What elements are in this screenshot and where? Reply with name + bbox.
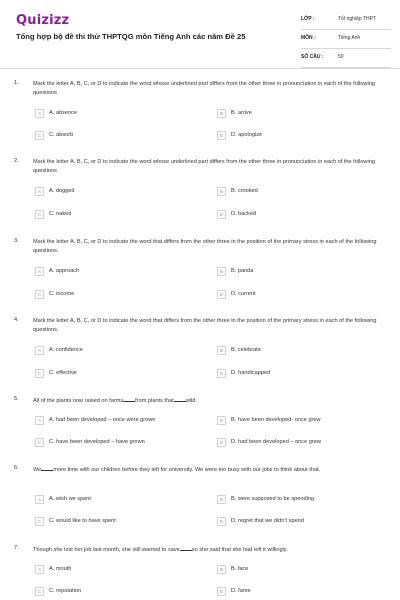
meta-row-class: [301, 14, 391, 30]
option-text: B. arrive: [231, 110, 252, 116]
option-text: A. dogged: [49, 188, 75, 194]
meta-row-question-count: [301, 52, 391, 68]
option-key-box: A: [35, 109, 44, 118]
option-key-box: A: [35, 187, 44, 196]
question-text-part: Though she lost her job last month, she still wanted to save: [33, 547, 180, 553]
option-text: B. crooked: [231, 188, 258, 194]
option-key-box: B: [217, 495, 226, 504]
option-key-box: D: [217, 131, 226, 140]
option-key-box: D: [217, 290, 226, 299]
question-number: 2.: [14, 158, 19, 164]
question-text-part: All of the plants now raised on farms: [33, 398, 124, 404]
option-key-box: D: [217, 517, 226, 526]
question-text: Mark the letter A, B, C, or D to indicate the word that differs from the other three in the position of the primary stress in each of the following questions.: [33, 239, 377, 254]
question-text-part: We: [33, 467, 42, 473]
option-key-box: C: [35, 587, 44, 596]
option-key-box: C: [35, 438, 44, 447]
option-text: A. wish we spent: [49, 496, 91, 502]
option-key-box: A: [35, 346, 44, 355]
answer-blank: [123, 396, 135, 402]
option-text: C. naked: [49, 211, 72, 217]
answer-blank: [41, 465, 53, 471]
option-text: A. had been developed – once were grown: [49, 417, 156, 423]
option-key-box: D: [217, 587, 226, 596]
option-key-box: B: [217, 109, 226, 118]
meta-label: MÔN :: [301, 35, 316, 41]
option-key-box: B: [217, 346, 226, 355]
question-text: [33, 545, 391, 555]
question-number: 6.: [14, 465, 19, 471]
worksheet-header: [0, 0, 400, 66]
answer-blank: [180, 545, 192, 551]
option-key-box: A: [35, 495, 44, 504]
question-number: 4.: [14, 317, 19, 323]
option-text: C. effective: [49, 370, 77, 376]
question-number: 5.: [14, 396, 19, 402]
option-text: C. income: [49, 291, 75, 297]
option-key-box: C: [35, 517, 44, 526]
option-text: D. had been developed – once grew: [231, 439, 321, 445]
option-text: C. absorb: [49, 132, 74, 138]
option-text: A. mouth: [49, 566, 72, 572]
option-text: D. apologize: [231, 132, 263, 138]
option-key-box: D: [217, 438, 226, 447]
option-text: B. have been developed- once grew: [231, 417, 321, 423]
option-text: D. fame: [231, 588, 251, 594]
option-key-box: B: [217, 267, 226, 276]
option-text: A. absence: [49, 110, 77, 116]
question-text: [33, 396, 391, 406]
worksheet-meta: [301, 14, 391, 71]
option-key-box: A: [35, 416, 44, 425]
question-text: Mark the letter A, B, C, or D to indicate the word whose underlined part differs from the other three in pronunciation in each of the following questions: [33, 159, 375, 174]
option-text: C. have been developed – have grown: [49, 439, 145, 445]
option-key-box: C: [35, 369, 44, 378]
question-text-part: so she said that she had left it willingly.: [191, 547, 288, 553]
option-text: D. handicapped: [231, 370, 271, 376]
option-text: D. regret that we didn't spend: [231, 518, 304, 524]
option-key-box: A: [35, 565, 44, 574]
option-text: B. were supposed to be spending: [231, 496, 315, 502]
question-text-part: wild.: [185, 398, 197, 404]
option-text: A. confidence: [49, 347, 83, 353]
meta-label: SỐ CÂU :: [301, 54, 324, 60]
quizizz-logo: Quizizz: [16, 13, 70, 28]
meta-value: Tiếng Anh: [338, 35, 361, 41]
option-text: B. celebrate: [231, 347, 261, 353]
option-key-box: B: [217, 416, 226, 425]
option-key-box: D: [217, 210, 226, 219]
option-key-box: A: [35, 267, 44, 276]
answer-blank: [174, 396, 186, 402]
worksheet-title: Tổng hợp bộ đề thi thử THPTQG môn Tiếng Anh các năm Đề 25: [16, 32, 246, 41]
option-key-box: D: [217, 369, 226, 378]
option-text: C. reputation: [49, 588, 82, 594]
question-text: Mark the letter A, B, C, or D to indicate the word whose underlined part differs from the other three in pronunciation in each of the following questions: [33, 81, 375, 96]
meta-label: LỚP :: [301, 16, 315, 22]
meta-row-subject: [301, 33, 391, 49]
option-text: B. face: [231, 566, 249, 572]
option-key-box: C: [35, 131, 44, 140]
question-text: [33, 465, 391, 475]
meta-value: Tốt nghiệp THPT: [338, 16, 376, 22]
question-number: 3.: [14, 238, 19, 244]
question-text-part: more time with our children before they left for university. We were too busy with our jobs to think about that.: [53, 467, 321, 473]
option-text: C. would like to have spent: [49, 518, 116, 524]
question-text-part: from plants that: [135, 398, 174, 404]
question-text: Mark the letter A, B, C, or D to indicate the word that differs from the other three in the position of the primary stress in each of the following questions.: [33, 318, 377, 333]
question-number: 7.: [14, 545, 19, 551]
header-divider: [0, 68, 400, 69]
meta-value: 50: [338, 54, 344, 60]
option-text: A. approach: [49, 268, 80, 274]
option-text: D. current: [231, 291, 256, 297]
option-text: B. panda: [231, 268, 254, 274]
option-key-box: B: [217, 565, 226, 574]
option-key-box: B: [217, 187, 226, 196]
option-key-box: C: [35, 290, 44, 299]
question-number: 1.: [14, 80, 19, 86]
option-text: D. backed: [231, 211, 257, 217]
option-key-box: C: [35, 210, 44, 219]
